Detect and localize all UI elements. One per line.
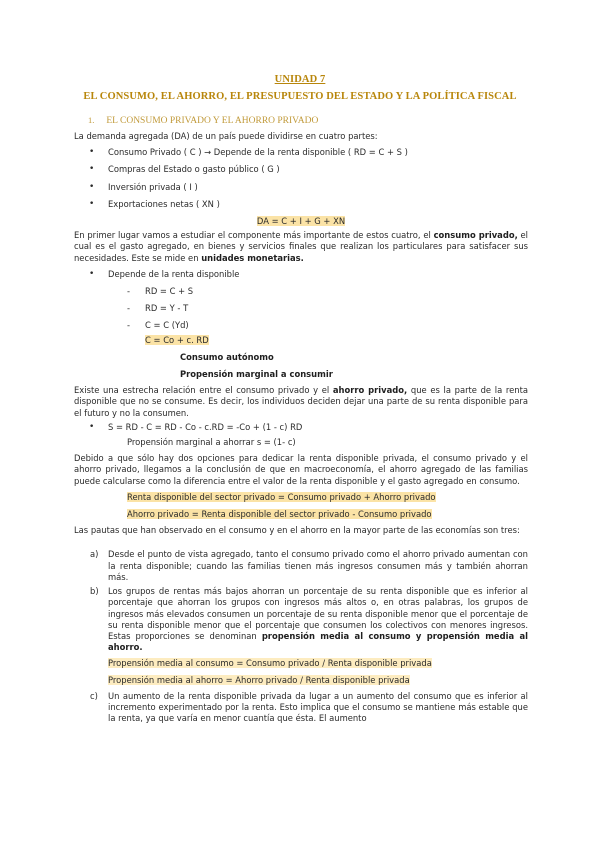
patterns-paragraph: Las pautas que han observado en el consumo y en el ahorro en la mayor parte de las economías son tres:: [74, 525, 520, 536]
formula-line: [74, 675, 528, 686]
bold-term: Propensión marginal a consumir: [180, 369, 333, 380]
text-run: el cual es el gasto agregado, en bienes y servicios finales que realizan los particulares para satisfacer sus necesidades. Este se mide en: [74, 230, 529, 263]
unit-title: UNIDAD 7: [274, 74, 326, 85]
section-number: 1.: [88, 115, 95, 125]
text-run: En primer lugar vamos a estudiar el componente más importante de estos cuatro, el: [74, 230, 434, 241]
item-text: Los grupos de rentas más bajos ahorran un porcentaje de su renta disponible que es inferior al porcentaje que ahorran los grupos con ingresos más altos o, en otras palabras, los grupos de ingresos más elevados consumen un porcentaje de su renta disponible menor que el porcentaje de su renta disponible menor que el porcentaje que consumen los colectivos con menores ingresos. Estas proporciones se denominan: [108, 586, 528, 641]
list-item: • Inversión privada ( I ): [74, 182, 528, 193]
section-heading: [88, 115, 318, 126]
identity-item: - RD = Y - T: [74, 303, 528, 314]
mps-formula: Propensión marginal a ahorrar s = (1- c): [127, 437, 296, 448]
bold-term: unidades monetarias.: [201, 252, 304, 263]
bold-term: Consumo autónomo: [180, 351, 274, 362]
list-item: • Compras del Estado o gasto público ( G ): [74, 164, 528, 175]
equation-line: [74, 492, 528, 503]
pattern-item: [74, 691, 528, 725]
item-text: Un aumento de la renta disponible privada da lugar a un aumento del consumo que es inferior al incremento experimentado por la renta. Esto implica que el consumo se mantiene más estable que la renta, ya que varía en menor cuantía que ésta. El aumento: [108, 690, 528, 724]
conclusion-paragraph: Debido a que sólo hay dos opciones para dedicar la renta disponible privada, el consumo privado y el ahorro privado, llegamos a la conclusión de que en macroeconomía, el ahorro agregado de las familias puede calcularse como la diferencia entre el valor de la renta disponible y el gasto agregado en consumo.: [74, 453, 528, 486]
item-label: a): [90, 549, 99, 560]
identity-item: - RD = C + S: [74, 286, 528, 297]
pattern-item: [74, 549, 528, 583]
item-text: Desde el punto de vista agregado, tanto el consumo privado como el ahorro privado aumentan con la renta disponible; cuando las familias tienen más ingresos consumen más y también ahorran más.: [108, 549, 528, 582]
document-body: [74, 131, 528, 724]
list-item: • Depende de la renta disponible: [74, 269, 528, 280]
da-formula: DA = C + I + G + XN: [256, 216, 346, 227]
bold-term: ahorro privado,: [332, 385, 408, 396]
da-formula-line: [74, 216, 528, 227]
saving-formula: • S = RD - C = RD - Co - c.RD = -Co + (1 - c) RD: [74, 422, 528, 433]
pattern-item: [74, 586, 528, 653]
equation-line: [74, 509, 528, 520]
text-run: que es la parte de la renta disponible que no se consume. Es decir, los individuos deciden dejar una parte de su renta disponible para el futuro y no la consumen.: [74, 385, 528, 418]
text-run: Existe una estrecha relación entre el consumo privado y el: [74, 385, 333, 396]
mpc-label: [74, 369, 528, 380]
list-item: • Consumo Privado ( C ) → Depende de la renta disponible ( RD = C + S ): [74, 147, 528, 158]
consumption-paragraph: [74, 230, 528, 264]
main-title: EL CONSUMO, EL AHORRO, EL PRESUPUESTO DEL ESTADO Y LA POLÍTICA FISCAL: [83, 91, 517, 102]
aps-formula: Propensión media al ahorro = Ahorro privado / Renta disponible privada: [108, 674, 410, 685]
autonomous-consumption-label: [74, 352, 528, 363]
bold-term: consumo privado,: [433, 230, 518, 241]
disposable-income-equation: Renta disponible del sector privado = Consumo privado + Ahorro privado: [127, 491, 436, 502]
item-label: b): [90, 586, 99, 597]
consumption-function-line: [74, 335, 528, 346]
list-item: • Exportaciones netas ( XN ): [74, 199, 528, 210]
consumption-function: C = Co + c. RD: [145, 334, 209, 345]
item-label: c): [90, 690, 98, 701]
bold-term: propensión media al consumo y propensión media al ahorro.: [108, 630, 529, 653]
saving-paragraph: [74, 385, 528, 419]
formula-line: [74, 658, 528, 669]
identity-item: - C = C (Yd): [74, 320, 528, 331]
intro-paragraph: La demanda agregada (DA) de un país puede dividirse en cuatro partes:: [74, 131, 378, 141]
apc-formula: Propensión media al consumo = Consumo privado / Renta disponible privada: [108, 658, 432, 669]
section-label: EL CONSUMO PRIVADO Y EL AHORRO PRIVADO: [106, 116, 319, 126]
saving-equation: Ahorro privado = Renta disponible del sector privado - Consumo privado: [127, 509, 432, 520]
